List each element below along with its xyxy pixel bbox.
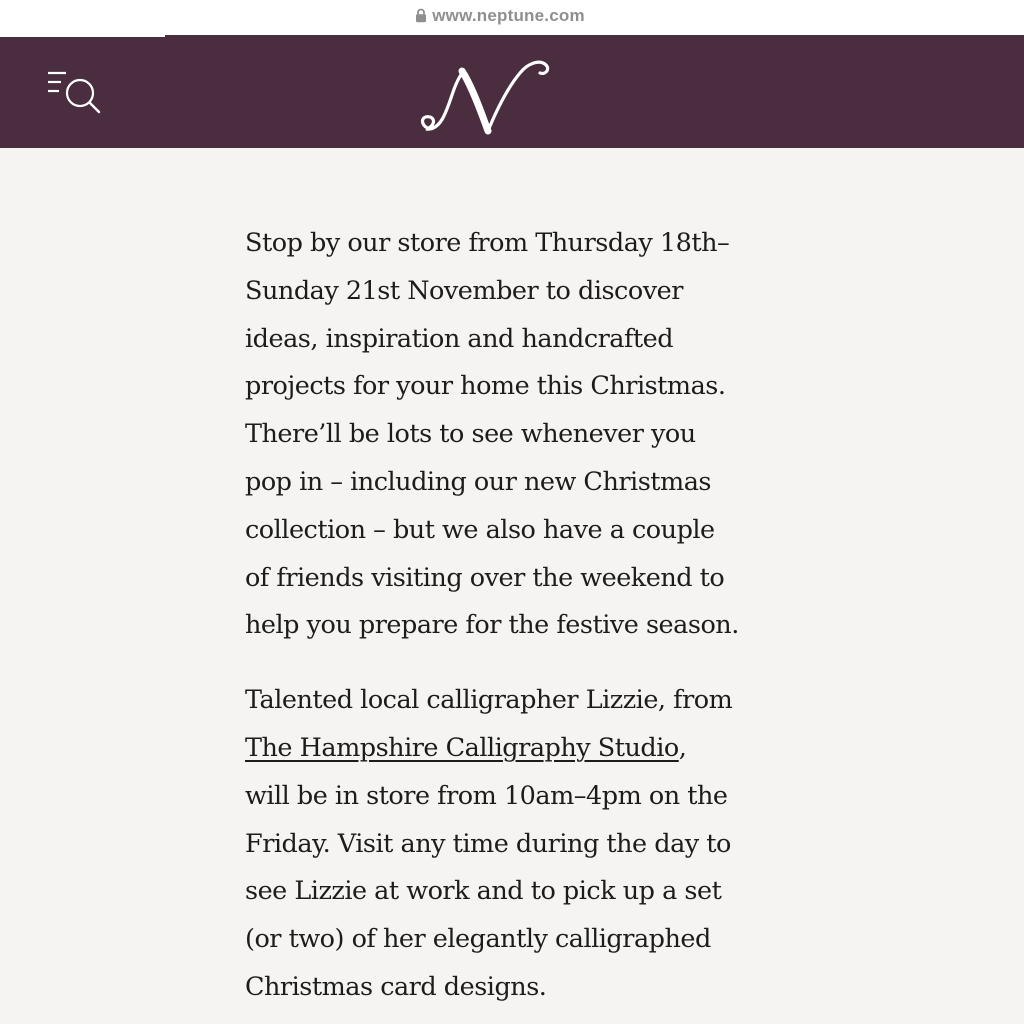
link-suffix: , bbox=[678, 732, 687, 763]
text-line: see Lizzie at work and to pick up a set bbox=[245, 876, 722, 907]
article-paragraph-1 bbox=[245, 220, 745, 650]
article-body bbox=[245, 220, 745, 1012]
text-line: collection – but we also have a couple bbox=[245, 514, 715, 545]
lock-icon bbox=[415, 8, 427, 23]
header-edge bbox=[0, 35, 165, 37]
text-line: ideas, inspiration and handcrafted bbox=[245, 323, 674, 354]
browser-address-bar[interactable] bbox=[0, 0, 1024, 35]
text-line: There’ll be lots to see whenever you bbox=[245, 419, 696, 450]
neptune-logo[interactable] bbox=[412, 53, 557, 139]
text-line-with-link bbox=[245, 725, 745, 773]
address-bar-content bbox=[415, 6, 585, 26]
logo-mark bbox=[412, 53, 557, 139]
text-line: Friday. Visit any time during the day to bbox=[245, 828, 731, 859]
menu-search-button[interactable] bbox=[44, 68, 104, 116]
text-line: Talented local calligrapher Lizzie, from bbox=[245, 685, 733, 716]
text-line: Sunday 21st November to discover bbox=[245, 275, 683, 306]
text-line: Stop by our store from Thursday 18th– bbox=[245, 228, 730, 258]
text-line: Christmas card designs. bbox=[245, 971, 547, 1002]
url-text: www.neptune.com bbox=[432, 5, 585, 25]
text-line: help you prepare for the festive season. bbox=[245, 610, 739, 641]
text-line: pop in – including our new Christmas bbox=[245, 466, 712, 497]
article-paragraph-2 bbox=[245, 677, 745, 1012]
site-header bbox=[0, 35, 1024, 148]
text-line: will be in store from 10am–4pm on the bbox=[245, 780, 728, 811]
text-line: projects for your home this Christmas. bbox=[245, 371, 726, 402]
text-line: of friends visiting over the weekend to bbox=[245, 562, 725, 593]
text-line: (or two) of her elegantly calligraphed bbox=[245, 924, 711, 955]
calligraphy-studio-link[interactable]: The Hampshire Calligraphy Studio bbox=[245, 732, 679, 763]
menu-search-icon bbox=[44, 68, 104, 116]
